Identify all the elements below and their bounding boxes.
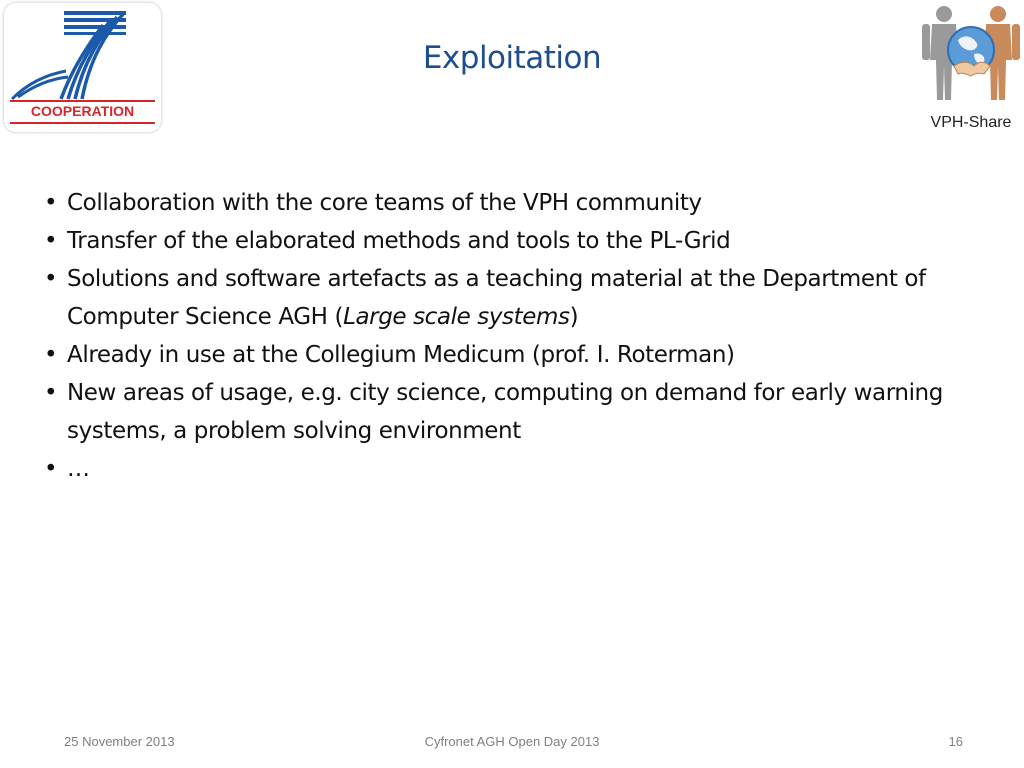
bullet-text-tail: )	[569, 304, 579, 330]
bullet-text: Solutions and software artefacts as a teaching material at the Department of Computer Science AGH (	[67, 266, 926, 330]
bullet-list	[44, 184, 1004, 488]
fp7-logo-label: COOPERATION	[30, 103, 135, 119]
bullet-item	[44, 260, 1004, 336]
footer-event: Cyfronet AGH Open Day 2013	[424, 734, 600, 749]
bullet-glyph: •	[44, 342, 58, 368]
bullet-glyph: •	[44, 380, 58, 406]
vph-share-logo	[918, 0, 1024, 135]
bullet-item	[44, 450, 1004, 488]
bullet-item	[44, 336, 1004, 374]
bullet-italic-text: Large scale systems	[343, 304, 570, 330]
bullet-text: Collaboration with the core teams of the VPH community	[67, 190, 702, 216]
bullet-text: Transfer of the elaborated methods and tools to the PL-Grid	[67, 228, 731, 254]
bullet-glyph: •	[44, 190, 58, 216]
footer-date: 25 November 2013	[64, 734, 175, 749]
bullet-item	[44, 374, 1004, 450]
bullet-glyph: •	[44, 266, 58, 292]
bullet-glyph: •	[44, 456, 58, 482]
bullet-item	[44, 184, 1004, 222]
page-number: 16	[948, 734, 963, 749]
bullet-glyph: •	[44, 228, 58, 254]
bullet-text: New areas of usage, e.g. city science, computing on demand for early warning systems, a problem solving environment	[67, 380, 943, 444]
bullet-item	[44, 222, 1004, 260]
bullet-text: …	[67, 456, 90, 482]
slide-title: Exploitation	[422, 40, 602, 76]
bullet-text: Already in use at the Collegium Medicum (prof. I. Roterman)	[67, 342, 735, 368]
vph-share-figures-globe-icon	[918, 0, 1024, 115]
vph-share-logo-label: VPH-Share	[930, 114, 1012, 131]
